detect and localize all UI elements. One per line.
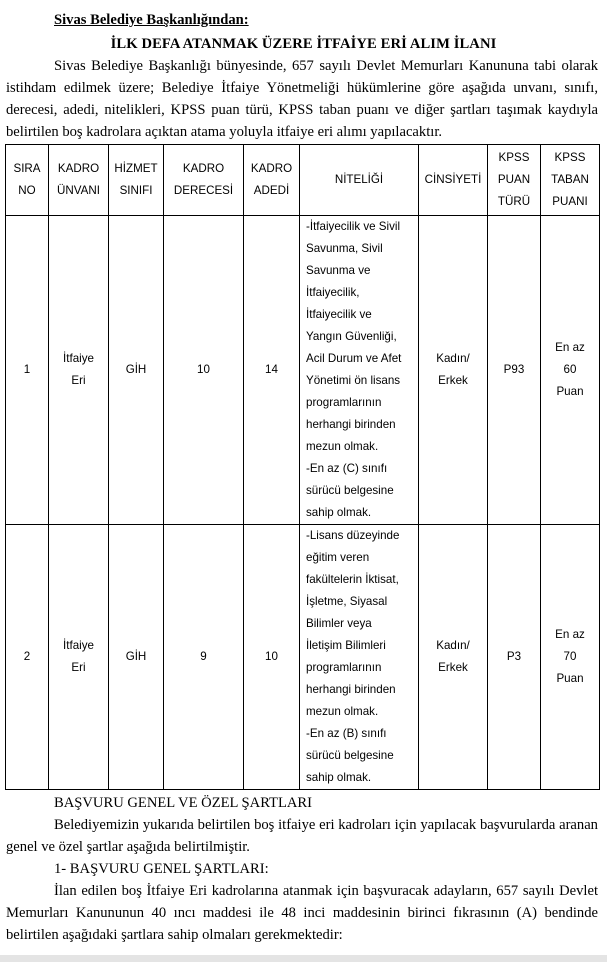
cell-cinsiyet: Kadın/ Erkek <box>419 216 488 525</box>
header-kpss-taban-puani: KPSS TABAN PUANI <box>541 145 600 216</box>
intro-line: derecesi, adedi, nitelikleri, KPSS puan türü, KPSS taban puanı ve diğer şartları taşımak kaydıyla <box>6 102 598 118</box>
cell-adet: 10 <box>244 525 300 790</box>
section-title-sub: 1- BAŞVURU GENEL ŞARTLARI: <box>54 861 269 877</box>
cell-derece: 9 <box>164 525 244 790</box>
cell-sira: 2 <box>6 525 49 790</box>
cell-sinif: GİH <box>109 216 164 525</box>
page-bottom-strip <box>0 955 607 962</box>
intro-line: Sivas Belediye Başkanlığı bünyesinde, 657 sayılı Devlet Memurları Kanununa tabi olarak <box>54 58 598 74</box>
header-hizmet-sinifi: HİZMET SINIFI <box>109 145 164 216</box>
header-kadro-derecesi: KADRO DERECESİ <box>164 145 244 216</box>
header-kadro-adedi: KADRO ADEDİ <box>244 145 300 216</box>
header-kadro-unvani: KADRO ÜNVANI <box>49 145 109 216</box>
cell-adet: 14 <box>244 216 300 525</box>
intro-line: istihdam edilmek üzere; Belediye İtfaiye Yönetmeliği hükümlerine göre aşağıda unvanı, sınıfı, <box>6 80 598 96</box>
table-header-row <box>6 145 600 216</box>
cell-puan-turu: P3 <box>488 525 541 790</box>
cell-unvan: İtfaiye Eri <box>49 216 109 525</box>
cell-sinif: GİH <box>109 525 164 790</box>
cell-unvan: İtfaiye Eri <box>49 525 109 790</box>
announcement-title: İLK DEFA ATANMAK ÜZERE İTFAİYE ERİ ALIM İLANI <box>110 36 497 52</box>
cell-taban-puan: En az 70 Puan <box>541 525 600 790</box>
table-row <box>6 216 600 525</box>
header-kpss-puan-turu: KPSS PUAN TÜRÜ <box>488 145 541 216</box>
intro-paragraph <box>6 55 598 143</box>
intro-line: belirtilen boş kadrolara açıktan atama yoluyla itfaiye eri alımı yapılacaktır. <box>6 124 443 140</box>
sub-paragraph: İlan edilen boş İtfaiye Eri kadrolarına atanmak için başvuracak adayların, 657 sayılı Devlet Memurları Kanununun 40 ıncı maddesi ile 48 inci maddesinin birinci fıkrasının (A) bendinde belirtilen aşağıdaki şartlara sahip olmaları gerekmektedir: <box>6 883 599 943</box>
header-sira-no: SIRA NO <box>6 145 49 216</box>
positions-table <box>5 144 600 790</box>
cell-nitelik: -Lisans düzeyinde eğitim veren fakültelerin İktisat, İşletme, Siyasal Bilimler veya İletişim Bilimleri programlarının herhangi birinden mezun olmak. -En az (B) sınıfı sürücü belgesine sahip olmak. <box>300 525 419 790</box>
cell-derece: 10 <box>164 216 244 525</box>
issuing-authority: Sivas Belediye Başkanlığından: <box>54 12 249 28</box>
section-title-general: BAŞVURU GENEL VE ÖZEL ŞARTLARI <box>54 795 313 811</box>
cell-taban-puan: En az 60 Puan <box>541 216 600 525</box>
cell-cinsiyet: Kadın/ Erkek <box>419 525 488 790</box>
cell-nitelik: -İtfaiyecilik ve Sivil Savunma, Sivil Savunma ve İtfaiyecilik, İtfaiyecilik ve Yangın Güvenliği, Acil Durum ve Afet Yönetimi ön lisans programlarının herhangi birinden mezun olmak. -En az (C) sınıfı sürücü belgesine sahip olmak. <box>300 216 419 525</box>
cell-sira: 1 <box>6 216 49 525</box>
table-row <box>6 525 600 790</box>
header-cinsiyeti: CİNSİYETİ <box>419 145 488 216</box>
application-conditions <box>6 792 598 946</box>
general-paragraph: Belediyemizin yukarıda belirtilen boş itfaiye eri kadroları için yapılacak başvurularda aranan genel ve özel şartlar aşağıda belirtilmiştir. <box>6 817 598 855</box>
header-niteligi: NİTELİĞİ <box>300 145 419 216</box>
cell-puan-turu: P93 <box>488 216 541 525</box>
